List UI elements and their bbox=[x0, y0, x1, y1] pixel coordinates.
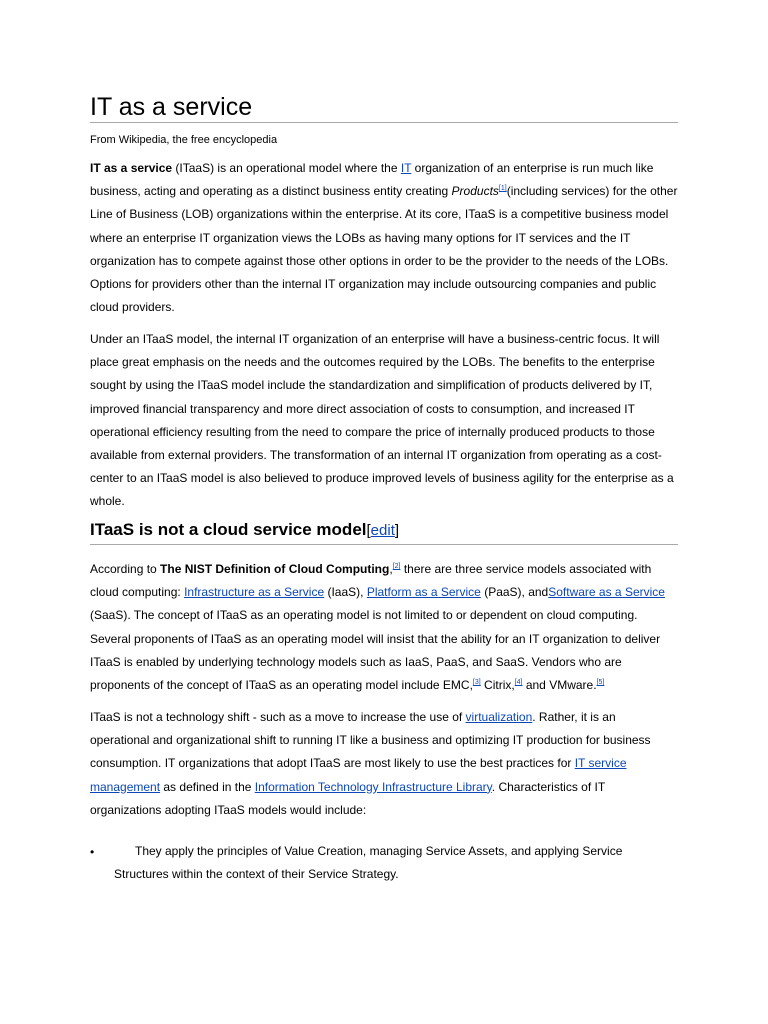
p3-text-3: there are three service models associated with cloud computing: bbox=[90, 562, 652, 600]
link-it-service-management[interactable]: IT service management bbox=[90, 756, 627, 794]
paragraph-4 bbox=[90, 706, 678, 822]
p3-text-8: and VMware. bbox=[522, 678, 597, 693]
p3-text-4: (IaaS), bbox=[324, 585, 367, 600]
products-term: Products bbox=[451, 184, 499, 199]
p4-text-3: as defined in the bbox=[160, 779, 255, 794]
page-subtitle: From Wikipedia, the free encyclopedia bbox=[90, 134, 278, 146]
intro-paragraph bbox=[90, 157, 678, 319]
link-iaas[interactable]: Infrastructure as a Service bbox=[184, 585, 325, 600]
section-heading-text: ITaaS is not a cloud service model bbox=[90, 520, 367, 539]
p3-text-1: According to bbox=[90, 562, 161, 576]
p4-text-2: . Rather, it is an operational and organizational shift to running IT like a business and optimizing IT production for business consumption. IT organizations that adopt ITaaS are most likely to use the best practices for bbox=[90, 710, 651, 771]
list-item: They apply the principles of Value Creation, managing Service Assets, and applying Service Structures within the context of their Service Strategy. bbox=[114, 844, 623, 882]
link-virtualization[interactable]: virtualization bbox=[465, 710, 533, 724]
p3-text-2: , bbox=[389, 562, 393, 576]
edit-bracket-close: ] bbox=[394, 522, 400, 539]
p3-text-6: (SaaS). The concept of ITaaS as an operating model is not limited to or dependent on cloud computing. Several proponents of ITaaS as an operating model will insist that the ability for an IT organization to deliver ITaaS is enabled by underlying technology models such as IaaS, PaaS, and SaaS. Vendors who are proponents of the concept of ITaaS as an operating model include EMC, bbox=[90, 608, 661, 693]
edit-bracket-open: [ bbox=[366, 522, 371, 539]
lead-term: IT as a service bbox=[90, 161, 173, 175]
bullet-marker: • bbox=[90, 845, 95, 859]
intro-text-1: (ITaaS) is an operational model where the bbox=[172, 161, 401, 175]
p4-text-4: . Characteristics of IT organizations adopting ITaaS models would include: bbox=[90, 779, 605, 817]
link-paas[interactable]: Platform as a Service bbox=[366, 585, 481, 600]
page-title: IT as a service bbox=[90, 93, 253, 121]
paragraph-2: Under an ITaaS model, the internal IT organization of an enterprise will have a business-centric focus. It will place great emphasis on the needs and the outcomes required by the LOBs. The benefits to the enterprise sought by using the ITaaS model include the standardization and simplification of products delivered by IT, improved financial transparency and more direct association of costs to consumption, and increased IT operational efficiency resulting from the need to compare the price of internally produced products to those available from external providers. The transformation of an internal IT organization from operating as a cost-center to an ITaaS model is also believed to produce improved levels of business agility for the enterprise as a whole. bbox=[90, 332, 674, 509]
link-saas[interactable]: Software as a Service bbox=[548, 585, 665, 600]
nist-title: The NIST Definition of Cloud Computing bbox=[160, 562, 390, 576]
intro-text-2: organization of an enterprise is run much like business, acting and operating as a distinct business entity creating bbox=[90, 161, 654, 199]
p3-text-5: (PaaS), and bbox=[480, 585, 549, 600]
link-itil[interactable]: Information Technology Infrastructure Library bbox=[254, 779, 492, 794]
section-divider bbox=[90, 544, 678, 545]
section-heading bbox=[90, 518, 399, 543]
ref-2-link[interactable]: [2] bbox=[392, 563, 401, 570]
ref-3[interactable] bbox=[473, 679, 481, 686]
ref-1[interactable] bbox=[499, 185, 507, 192]
ref-5[interactable] bbox=[597, 679, 605, 686]
ref-5-link[interactable]: [5] bbox=[596, 679, 605, 687]
edit-link[interactable]: edit bbox=[370, 522, 395, 539]
ref-4-link[interactable]: [4] bbox=[514, 679, 523, 687]
title-divider bbox=[90, 122, 678, 123]
intro-text-3: (including services) for the other Line of Business (LOB) organizations within the enterprise. At its core, ITaaS is a competitive business model where an enterprise IT organization views the LOBs as having many options for IT services and the IT organization has to compete against those other options in order to be the provider to the needs of the LOBs. Options for providers other than the internal IT organization may include outsourcing companies and public cloud providers. bbox=[90, 184, 678, 315]
link-it[interactable]: IT bbox=[400, 161, 412, 175]
p3-text-7: Citrix, bbox=[480, 678, 515, 693]
ref-1-link[interactable]: [1] bbox=[498, 185, 507, 193]
paragraph-3 bbox=[90, 558, 678, 697]
p4-text-1: ITaaS is not a technology shift - such as a move to increase the use of bbox=[90, 710, 466, 724]
ref-4[interactable] bbox=[515, 679, 523, 686]
ref-3-link[interactable]: [3] bbox=[472, 679, 481, 687]
